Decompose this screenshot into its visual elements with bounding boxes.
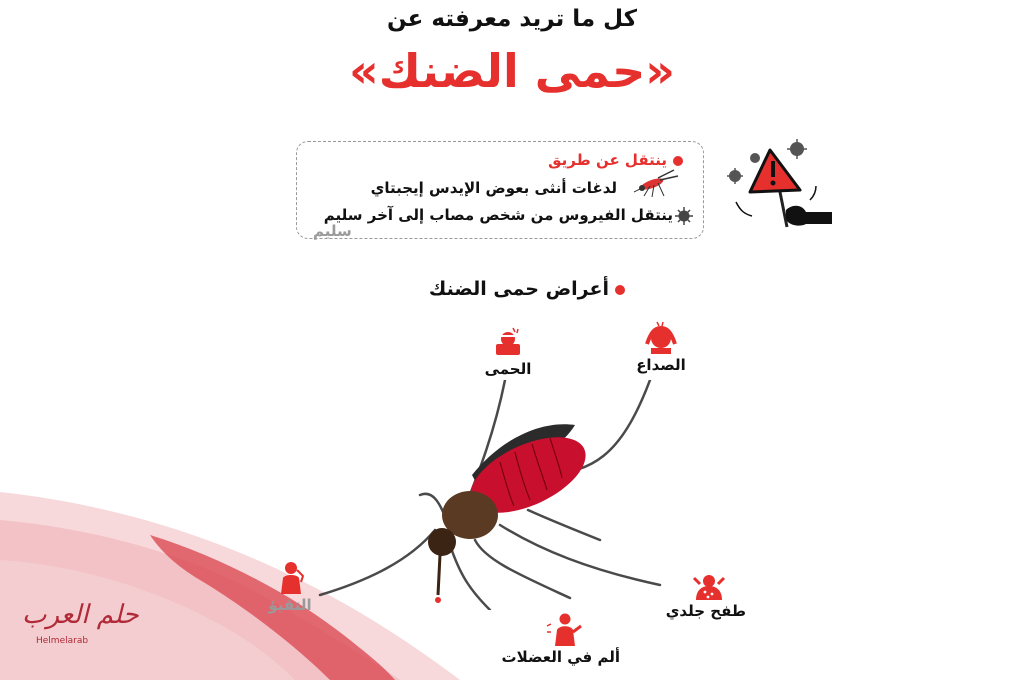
symptom-rash — [665, 572, 746, 620]
symptom-muscle-pain-label: ألم في العضلات — [501, 648, 620, 666]
symptom-fever — [470, 326, 546, 378]
brand-logo-arabic: حلم العرب — [22, 600, 139, 630]
bullet-icon — [673, 156, 683, 166]
vomiting-icon — [273, 560, 307, 594]
symptom-vomiting-label: التقيؤ — [268, 596, 312, 614]
transmission-line-2: ينتقل الفيروس من شخص مصاب إلى آخر سليم — [323, 206, 673, 224]
symptom-rash-label: طفح جلدي — [665, 602, 746, 620]
bullet-icon — [615, 285, 625, 295]
rash-icon — [692, 572, 726, 600]
transmission-heading-text: ينتقل عن طريق — [548, 151, 667, 169]
brand-logo-latin: Helmelarab — [36, 636, 89, 646]
transmission-info-box — [296, 141, 704, 239]
virus-icon — [674, 206, 694, 226]
mosquito-illustration — [300, 380, 700, 610]
symptom-muscle-pain — [501, 612, 620, 666]
transmission-overflow-text: سليم — [313, 222, 352, 240]
mosquito-small-icon — [630, 166, 682, 198]
symptoms-heading — [380, 278, 625, 300]
warning-sign-icon — [722, 132, 834, 232]
transmission-line-1: لدغات أنثى بعوض الإيدس إيجبتاي — [370, 179, 617, 197]
symptom-fever-label: الحمى — [484, 360, 532, 378]
headache-icon — [643, 320, 679, 354]
symptom-vomiting — [252, 560, 328, 614]
symptom-headache-label: الصداع — [636, 356, 686, 374]
symptom-headache — [618, 320, 704, 374]
page-title: «حمى الضنك» — [349, 44, 675, 98]
fever-icon — [491, 326, 525, 358]
muscle-pain-icon — [545, 612, 585, 646]
symptoms-heading-text: أعراض حمى الضنك — [428, 278, 609, 300]
page-subtitle: كل ما تريد معرفته عن — [386, 6, 637, 32]
